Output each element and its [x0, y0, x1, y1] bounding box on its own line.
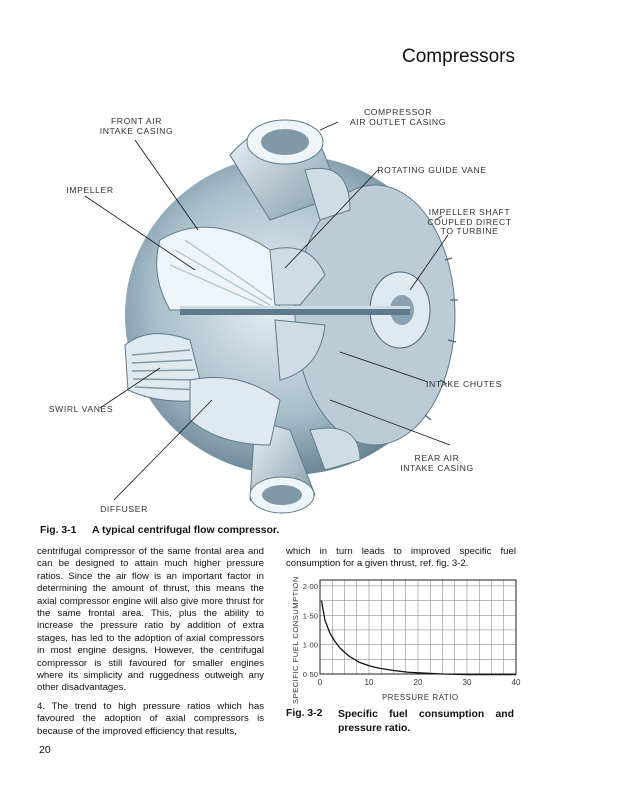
y-axis-label: SPECIFIC FUEL CONSUMPTION [291, 576, 300, 704]
callout-impeller-shaft: IMPELLER SHAFT COUPLED DIRECT TO TURBINE [427, 207, 512, 236]
x-axis-label: PRESSURE RATIO [382, 693, 459, 702]
y-tick-label: 2·00 [302, 581, 318, 591]
column-left [37, 546, 264, 744]
figure2-caption [286, 708, 518, 736]
figure2-caption-text: Specific fuel consumption and pressure ratio. [338, 709, 514, 734]
x-tick-label: 10 [364, 678, 374, 687]
sfc-chart [282, 574, 522, 704]
x-tick-label: 0 [317, 678, 323, 687]
callout-compressor-air-outlet-casing: COMPRESSOR AIR OUTLET CASING [350, 107, 446, 127]
x-tick-label: 30 [462, 678, 472, 687]
y-tick-label: 0·50 [302, 670, 318, 679]
page-header: Compressors [402, 46, 515, 67]
callout-rear-air-intake-casing: REAR AIR INTAKE CASING [400, 453, 474, 473]
x-tick-label: 20 [413, 678, 423, 687]
figure1-caption [40, 525, 279, 536]
compressor-illustration [40, 100, 580, 520]
column-right [286, 546, 516, 577]
paragraph: centrifugal compressor of the same frontal area and can be designed to attain much higher pressure ratios. Since the air flow is an important factor in determining the amount of thrust, this means the axial compressor engine will also give more thrust for the same frontal area. This, plus the ability to increase the pressure ratio by addition of extra stages, has led to the adoption of axial compressors in most engine designs. However, the centrifugal compressor is still favoured for smaller engines where its simplicity and ruggedness outweigh any other disadvantages. [37, 546, 264, 694]
callout-impeller: IMPELLER [66, 185, 114, 195]
figure1-caption-text: A typical centrifugal flow compressor. [92, 525, 280, 536]
callout-diffuser: DIFFUSER [100, 504, 148, 514]
callout-rotating-guide-vane: ROTATING GUIDE VANE [377, 165, 487, 175]
figure1-label: Fig. 3-1 [40, 525, 77, 536]
callout-intake-chutes: INTAKE CHUTES [426, 379, 502, 389]
paragraph: which in turn leads to improved specific fuel consumption for a given thrust, ref. fig. 3-2. [286, 546, 516, 570]
callout-front-air-intake-casing: FRONT AIR INTAKE CASING [99, 116, 174, 136]
figure2-label: Fig. 3-2 [286, 708, 323, 719]
y-tick-label: 1·00 [302, 640, 318, 650]
y-tick-label: 1·50 [302, 611, 318, 621]
paragraph: 4. The trend to high pressure ratios which has favoured the adoption of axial compressors is because of the improved efficiency that results, [37, 700, 264, 737]
callout-swirl-vanes: SWIRL VANES [48, 404, 114, 414]
compressor-drawing [40, 100, 580, 520]
x-tick-label: 40 [511, 678, 521, 687]
series-line-sfc [321, 601, 516, 675]
page-number: 20 [39, 744, 51, 756]
